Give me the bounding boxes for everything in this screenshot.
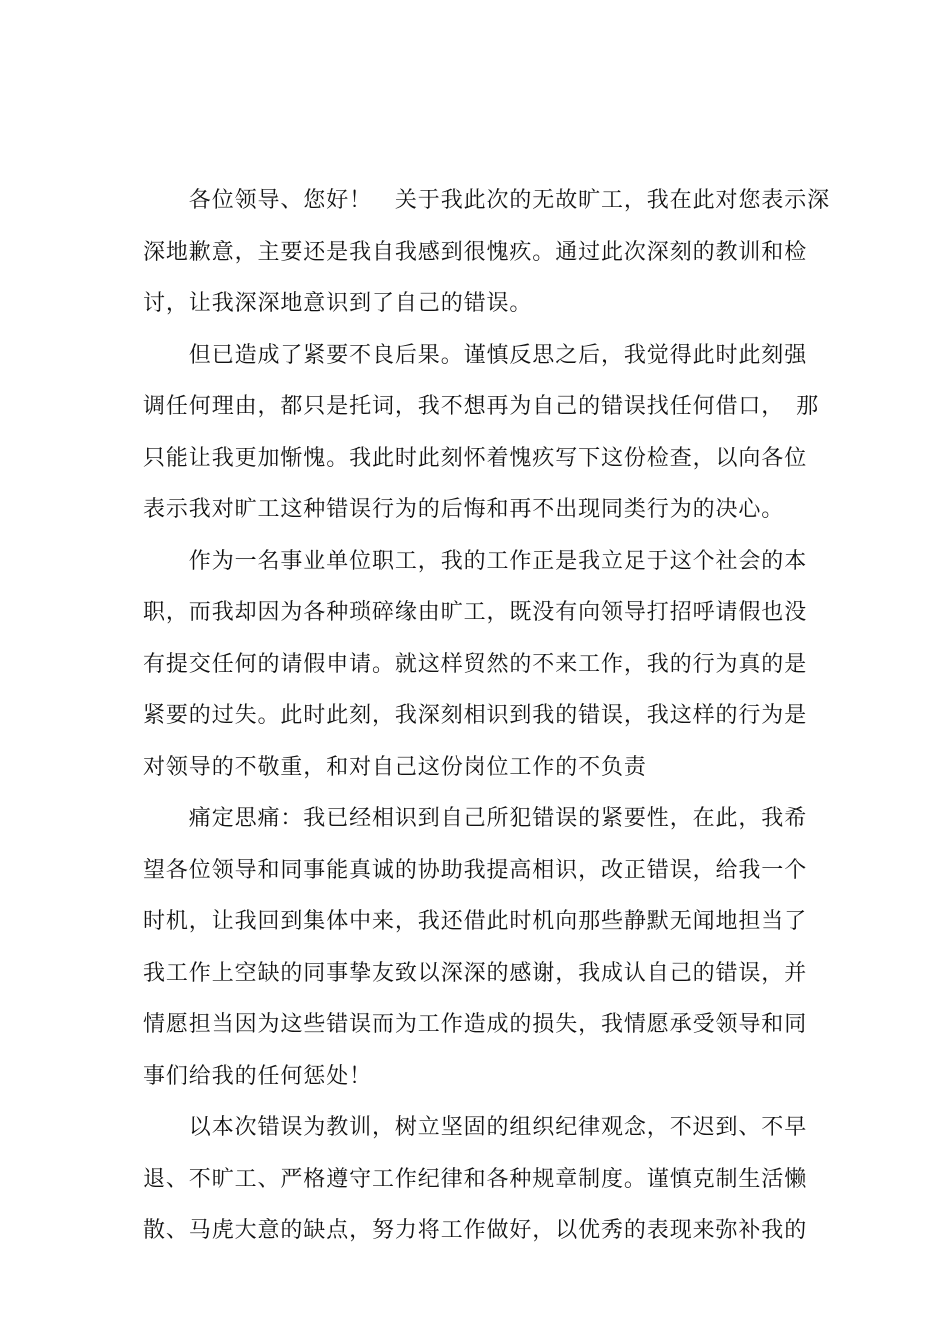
text-line: 我工作上空缺的同事挚友致以深深的感谢，我成认自己的错误，并 — [143, 960, 808, 986]
text-line: 表示我对旷工这种错误行为的后悔和再不出现同类行为的决心。 — [143, 497, 785, 522]
text-line: 调任何理由，都只是托词，我不想再为自己的错误找任何借口， 那 — [143, 394, 820, 419]
paragraph-3 — [143, 536, 807, 794]
text-line: 痛定思痛：我已经相识到自己所犯错误的紧要性，在此，我希 — [143, 806, 808, 831]
text-line: 时机，让我回到集体中来，我还借此时机向那些静默无闻地担当了 — [143, 909, 808, 934]
text-line: 散、马虎大意的缺点，努力将工作做好，以优秀的表现来弥补我的 — [143, 1218, 808, 1243]
text-line: 对领导的不敬重，和对自己这份岗位工作的不负责 — [143, 754, 647, 780]
text-line: 望各位领导和同事能真诚的协助我提高相识，改正错误，给我一个 — [143, 857, 808, 883]
text-line: 各位领导、您好！ 关于我此次的无故旷工，我在此对您表示深 — [143, 188, 831, 213]
text-line: 职，而我却因为各种琐碎缘由旷工，既没有向领导打招呼请假也没 — [143, 600, 808, 625]
text-line: 退、不旷工、严格遵守工作纪律和各种规章制度。谨慎克制生活懒 — [143, 1166, 808, 1192]
text-line: 事们给我的任何惩处！ — [143, 1063, 373, 1089]
document-body — [143, 175, 831, 1257]
text-line: 但已造成了紧要不良后果。谨慎反思之后，我觉得此时此刻强 — [143, 342, 808, 368]
text-line: 紧要的过失。此时此刻，我深刻相识到我的错误，我这样的行为是 — [143, 703, 808, 728]
paragraph-5 — [143, 1102, 807, 1257]
text-line: 情愿担当因为这些错误而为工作造成的损失，我情愿承受领导和同 — [143, 1012, 808, 1037]
paragraph-4 — [143, 793, 807, 1102]
text-line: 作为一名事业单位职工，我的工作正是我立足于这个社会的本 — [143, 548, 808, 574]
text-line: 只能让我更加惭愧。我此时此刻怀着愧疚写下这份检查，以向各位 — [143, 445, 808, 471]
paragraph-1 — [143, 175, 831, 330]
paragraph-2 — [143, 330, 820, 536]
text-line: 以本次错误为教训，树立坚固的组织纪律观念，不迟到、不早 — [143, 1115, 808, 1140]
text-line: 讨，让我深深地意识到了自己的错误。 — [143, 291, 533, 316]
text-line: 深地歉意，主要还是我自我感到很愧疚。通过此次深刻的教训和检 — [143, 239, 808, 265]
text-line: 有提交任何的请假申请。就这样贸然的不来工作，我的行为真的是 — [143, 651, 808, 677]
